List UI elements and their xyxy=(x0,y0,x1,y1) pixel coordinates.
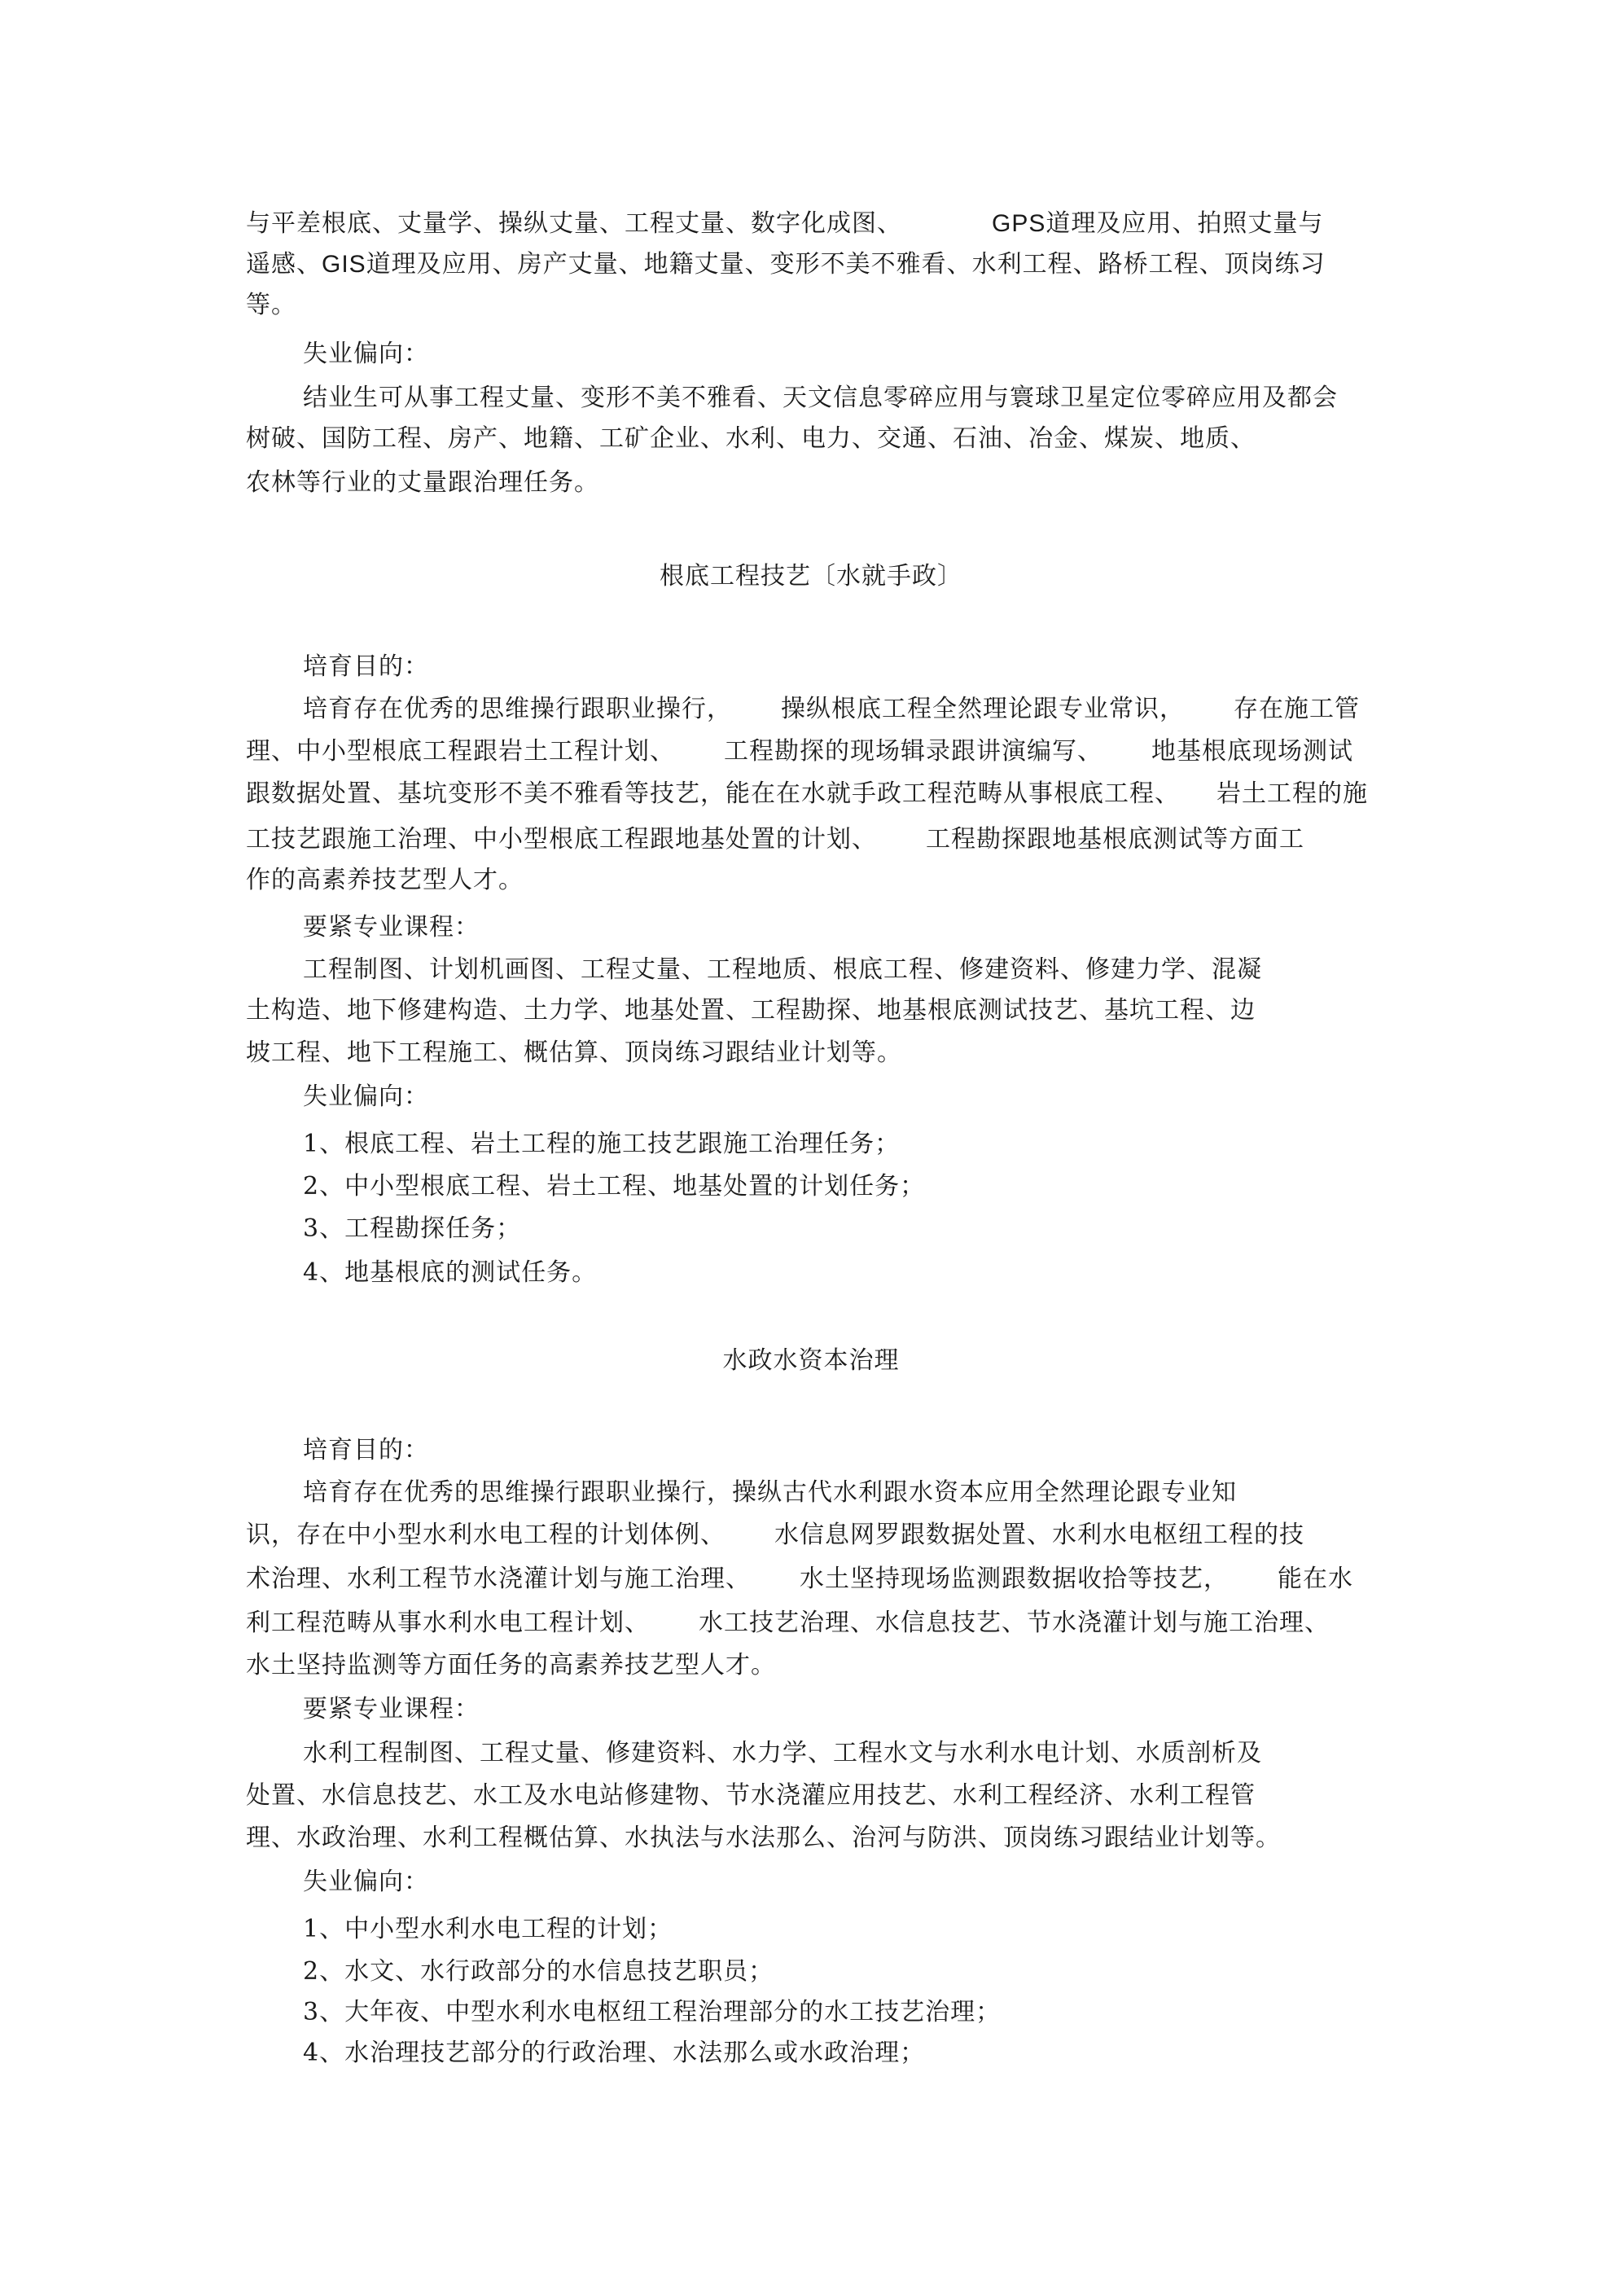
goal-line-2 xyxy=(246,1520,1304,1551)
text-segment: 工技艺跟施工治理、中小型根底工程跟地基处置的计划、 xyxy=(246,825,877,854)
goal-heading: 培育目的： xyxy=(303,652,429,681)
text-segment: 跟数据处置、基坑变形不美不雅看等技艺，能在在水就手政工程范畴从事根底工程、 xyxy=(246,779,1180,808)
intro-career-line-3: 农林等行业的丈量跟治理任务。 xyxy=(246,468,599,497)
courses-line-2: 处置、水信息技艺、水工及水电站修建物、节水浇灌应用技艺、水利工程经济、水利工程管 xyxy=(246,1781,1256,1810)
intro-line-2 xyxy=(246,249,1326,280)
intro-career-line-2: 树破、国防工程、房产、地籍、工矿企业、水利、电力、交通、石油、冶金、煤炭、地质、 xyxy=(246,424,1256,453)
goal-line-5: 作的高素养技艺型人才。 xyxy=(246,866,524,894)
text-segment: 水工技艺治理、水信息技艺、节水浇灌计划与施工治理、 xyxy=(699,1609,1330,1637)
goal-heading: 培育目的： xyxy=(303,1436,429,1464)
text-segment: 遥感、 xyxy=(246,250,322,279)
courses-line-1: 水利工程制图、工程丈量、修建资料、水力学、工程水文与水利水电计划、水质剖析及 xyxy=(303,1739,1262,1767)
text-segment: 利工程范畴从事水利水电工程计划、 xyxy=(246,1609,650,1637)
text-segment: 理、中小型根底工程跟岩土工程计划、 xyxy=(246,737,675,766)
goal-line-1: 培育存在优秀的思维操行跟职业操行，操纵古代水利跟水资本应用全然理论跟专业知 xyxy=(303,1478,1237,1507)
courses-line-3: 坡工程、地下工程施工、概估算、顶岗练习跟结业计划等。 xyxy=(246,1038,902,1067)
career-heading: 失业偏向： xyxy=(303,1082,429,1111)
goal-line-1 xyxy=(303,694,1360,725)
courses-heading: 要紧专业课程： xyxy=(303,913,480,942)
text-segment: 地基根底现场测试 xyxy=(1151,737,1353,766)
list-item: 2、水文、水行政部分的水信息技艺职员； xyxy=(303,1957,774,1986)
text-segment: 培育存在优秀的思维操行跟职业操行， xyxy=(303,695,732,723)
list-item: 1、中小型水利水电工程的计划； xyxy=(303,1915,673,1943)
section-title: 水政水资本治理 xyxy=(722,1346,900,1375)
text-segment: 岩土工程的施 xyxy=(1216,779,1368,808)
courses-line-2: 土构造、地下修建构造、土力学、地基处置、工程勘探、地基根底测试技艺、基坑工程、边 xyxy=(246,996,1256,1025)
intro-line-3: 等。 xyxy=(246,291,296,319)
courses-line-1: 工程制图、计划机画图、工程丈量、工程地质、根底工程、修建资料、修建力学、混凝 xyxy=(303,955,1262,984)
text-segment: GPS xyxy=(992,210,1046,237)
text-segment: 工程勘探的现场辑录跟讲演编写、 xyxy=(724,737,1103,766)
goal-line-4 xyxy=(246,1608,1330,1639)
text-segment: 道理及应用、房产丈量、地籍丈量、变形不美不雅看、水利工程、路桥工程、顶岗练习 xyxy=(366,250,1326,279)
text-segment: 操纵根底工程全然理论跟专业常识， xyxy=(781,695,1185,723)
list-item: 3、大年夜、中型水利水电枢纽工程治理部分的水工技艺治理； xyxy=(303,1998,1002,2026)
text-segment: 存在施工管 xyxy=(1234,695,1360,723)
text-segment: 水信息网罗跟数据处置、水利水电枢纽工程的技 xyxy=(774,1521,1304,1549)
courses-heading: 要紧专业课程： xyxy=(303,1695,480,1723)
text-segment: 道理及应用、拍照丈量与 xyxy=(1046,209,1324,238)
text-segment: 与平差根底、丈量学、操纵丈量、工程丈量、数字化成图、 xyxy=(246,209,902,238)
list-item: 1、根底工程、岩土工程的施工技艺跟施工治理任务； xyxy=(303,1130,901,1158)
goal-line-3 xyxy=(246,1564,1353,1595)
text-segment: 能在水 xyxy=(1278,1565,1353,1593)
section-title: 根底工程技艺〔水就手政〕 xyxy=(660,562,962,590)
goal-line-3 xyxy=(246,779,1368,810)
intro-line-1 xyxy=(246,209,1323,239)
list-item: 3、工程勘探任务； xyxy=(303,1214,522,1243)
list-item: 2、中小型根底工程、岩土工程、地基处置的计划任务； xyxy=(303,1172,926,1201)
career-heading: 失业偏向： xyxy=(303,1868,429,1896)
courses-line-3: 理、水政治理、水利工程概估算、水执法与水法那么、治河与防洪、顶岗练习跟结业计划等。 xyxy=(246,1824,1281,1852)
intro-career-line-1: 结业生可从事工程丈量、变形不美不雅看、天文信息零碎应用与寰球卫星定位零碎应用及都会 xyxy=(303,384,1338,412)
goal-line-5: 水土坚持监测等方面任务的高素养技艺型人才。 xyxy=(246,1651,776,1679)
text-segment: GIS xyxy=(322,251,366,278)
text-segment: 识，存在中小型水利水电工程的计划体例、 xyxy=(246,1521,726,1549)
text-segment: 工程勘探跟地基根底测试等方面工 xyxy=(926,825,1304,854)
career-heading: 失业偏向： xyxy=(303,340,429,368)
text-segment: 术治理、水利工程节水浇灌计划与施工治理、 xyxy=(246,1565,751,1593)
goal-line-2 xyxy=(246,736,1353,767)
list-item: 4、地基根底的测试任务。 xyxy=(303,1258,598,1287)
goal-line-4 xyxy=(246,824,1304,855)
list-item: 4、水治理技艺部分的行政治理、水法那么或水政治理； xyxy=(303,2039,926,2067)
text-segment: 水土坚持现场监测跟数据收拾等技艺， xyxy=(800,1565,1229,1593)
